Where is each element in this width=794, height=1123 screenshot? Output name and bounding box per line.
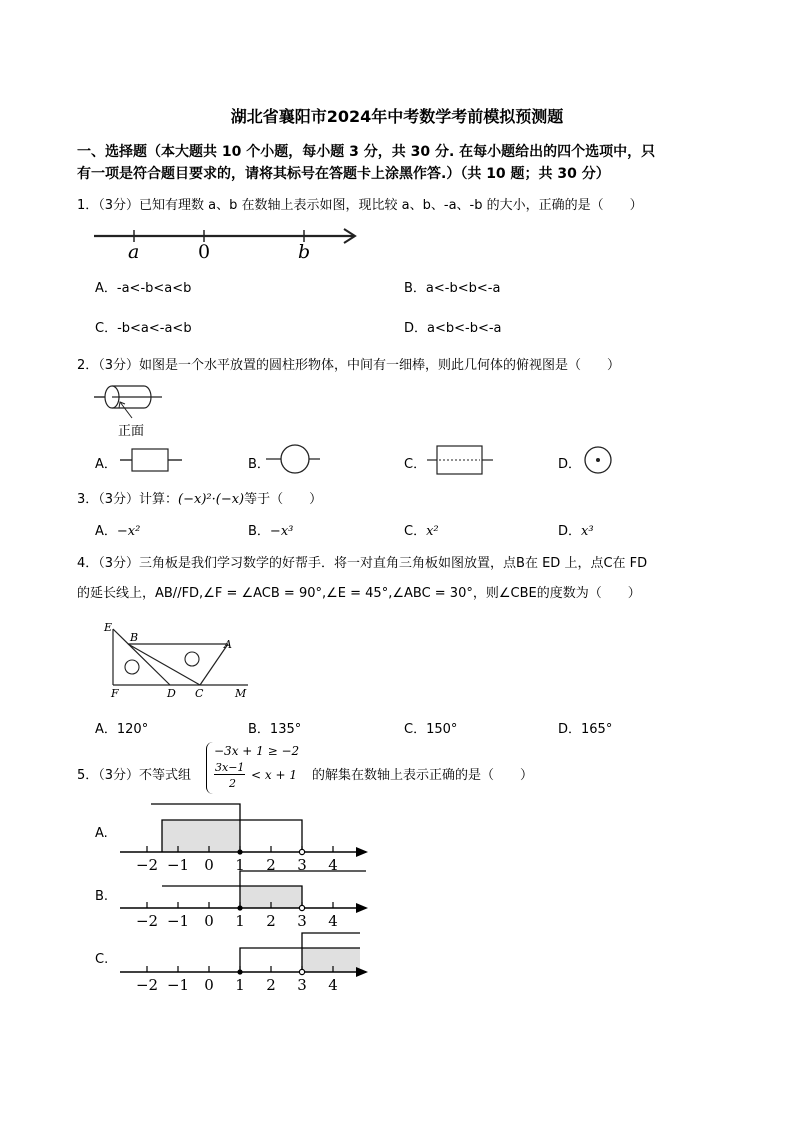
svg-text:4: 4: [328, 912, 338, 930]
q2-option-d-letter[interactable]: D．: [558, 457, 582, 472]
svg-text:−2: −2: [135, 856, 159, 872]
svg-text:4: 4: [328, 856, 338, 872]
svg-text:2: 2: [266, 912, 276, 930]
svg-text:F: F: [111, 687, 119, 700]
svg-text:3: 3: [297, 856, 307, 872]
svg-text:M: M: [235, 687, 247, 700]
section-heading-line1: 一、选择题（本大题共 10 个小题，每小题 3 分，共 30 分. 在每小题给出的四个选项中，只: [77, 144, 656, 160]
q4-option-b[interactable]: B．135°: [248, 722, 302, 737]
svg-text:−1: −1: [166, 856, 190, 872]
question-1-stem: 1．（3分）已知有理数 a、b 在数轴上表示如图，现比较 a、b、-a、-b 的大小，正确的是（ ）: [77, 198, 643, 213]
front-arrow: [110, 398, 140, 422]
question-4-stem-line1: 4．（3分）三角板是我们学习数学的好帮手．将一对直角三角板如图放置，点B在 ED 上，点C在 FD: [77, 556, 648, 571]
svg-text:1: 1: [235, 856, 245, 872]
q2-option-b-figure: [266, 442, 322, 476]
page-title: 湖北省襄阳市2024年中考数学考前模拟预测题: [230, 107, 564, 126]
svg-text:E: E: [104, 621, 113, 634]
svg-text:2: 2: [266, 976, 276, 994]
q1-option-a[interactable]: A．-a<-b<a<b: [95, 281, 192, 296]
svg-text:3: 3: [297, 912, 307, 930]
svg-text:4: 4: [328, 976, 338, 994]
q4-option-c[interactable]: C．150°: [404, 722, 458, 737]
q2-option-b-letter[interactable]: B．: [248, 457, 270, 472]
svg-text:B: B: [130, 631, 139, 644]
q2-option-c-letter[interactable]: C．: [404, 457, 427, 472]
q1-option-b[interactable]: B．a<-b<b<-a: [404, 281, 501, 296]
point-b-label: b: [298, 241, 311, 263]
origin-label: 0: [198, 241, 211, 263]
svg-text:1: 1: [235, 912, 245, 930]
q4-option-d[interactable]: D．165°: [558, 722, 613, 737]
q5-option-c-figure: [118, 924, 373, 996]
inequality-1: −3x + 1 ≥ −2: [214, 744, 300, 758]
svg-text:0: 0: [204, 976, 214, 994]
inequality-2-rest: < x + 1: [251, 768, 297, 782]
svg-text:0: 0: [204, 856, 214, 872]
front-view-label: 正面: [118, 424, 145, 439]
svg-text:−1: −1: [166, 976, 190, 994]
q1-option-c[interactable]: C．-b<a<-a<b: [95, 321, 192, 336]
svg-text:D: D: [167, 687, 176, 700]
svg-text:C: C: [195, 687, 204, 700]
triangles-figure: [100, 617, 260, 701]
question-4-stem-line2: 的延长线上，AB//FD,∠F = ∠ACB = 90°,∠E = 45°,∠ABC = 30°，则∠CBE的度数为（ ）: [77, 586, 641, 601]
q2-option-a-figure: [120, 445, 184, 475]
svg-text:−2: −2: [135, 976, 159, 994]
svg-text:2: 2: [266, 856, 276, 872]
q3-option-d[interactable]: D．x³: [558, 524, 594, 539]
q3-option-a[interactable]: A．−x²: [95, 524, 141, 539]
q5-option-c-label[interactable]: C.: [95, 952, 109, 967]
svg-text:0: 0: [204, 912, 214, 930]
point-a-label: a: [128, 241, 140, 263]
svg-text:1: 1: [235, 976, 245, 994]
svg-text:A: A: [224, 638, 232, 651]
q2-option-d-figure: [582, 444, 616, 478]
q5-option-a-label[interactable]: A.: [95, 826, 108, 841]
question-3-stem: 3．（3分）计算：(−x)²·(−x)等于（ ）: [77, 492, 323, 507]
inequality-2-denominator: 2: [229, 777, 236, 790]
svg-text:−1: −1: [166, 912, 190, 930]
section-heading-line2: 有一项是符合题目要求的，请将其标号在答题卡上涂黑作答.）（共 10 题；共 30 分）: [77, 166, 610, 182]
q3-expression: (−x)²·(−x): [178, 492, 245, 507]
question-5-stem-suffix: 的解集在数轴上表示正确的是（ ）: [312, 768, 534, 783]
q3-option-c[interactable]: C．x²: [404, 524, 439, 539]
q2-option-a-letter[interactable]: A．: [95, 457, 117, 472]
q3-option-b[interactable]: B．−x³: [248, 524, 294, 539]
number-line-figure: [92, 222, 362, 264]
question-5-stem-prefix: 5．（3分）不等式组: [77, 768, 192, 783]
inequality-2-numerator: 3x−1: [215, 761, 245, 774]
q5-option-b-label[interactable]: B.: [95, 889, 109, 904]
q1-option-d[interactable]: D．a<b<-b<-a: [404, 321, 502, 336]
svg-text:−2: −2: [135, 912, 159, 930]
q2-option-c-figure: [427, 443, 495, 477]
question-2-stem: 2．（3分）如图是一个水平放置的圆柱形物体，中间有一细棒，则此几何体的俯视图是（ ）: [77, 358, 621, 373]
system-brace: [206, 742, 213, 794]
q4-option-a[interactable]: A．120°: [95, 722, 149, 737]
svg-text:3: 3: [297, 976, 307, 994]
